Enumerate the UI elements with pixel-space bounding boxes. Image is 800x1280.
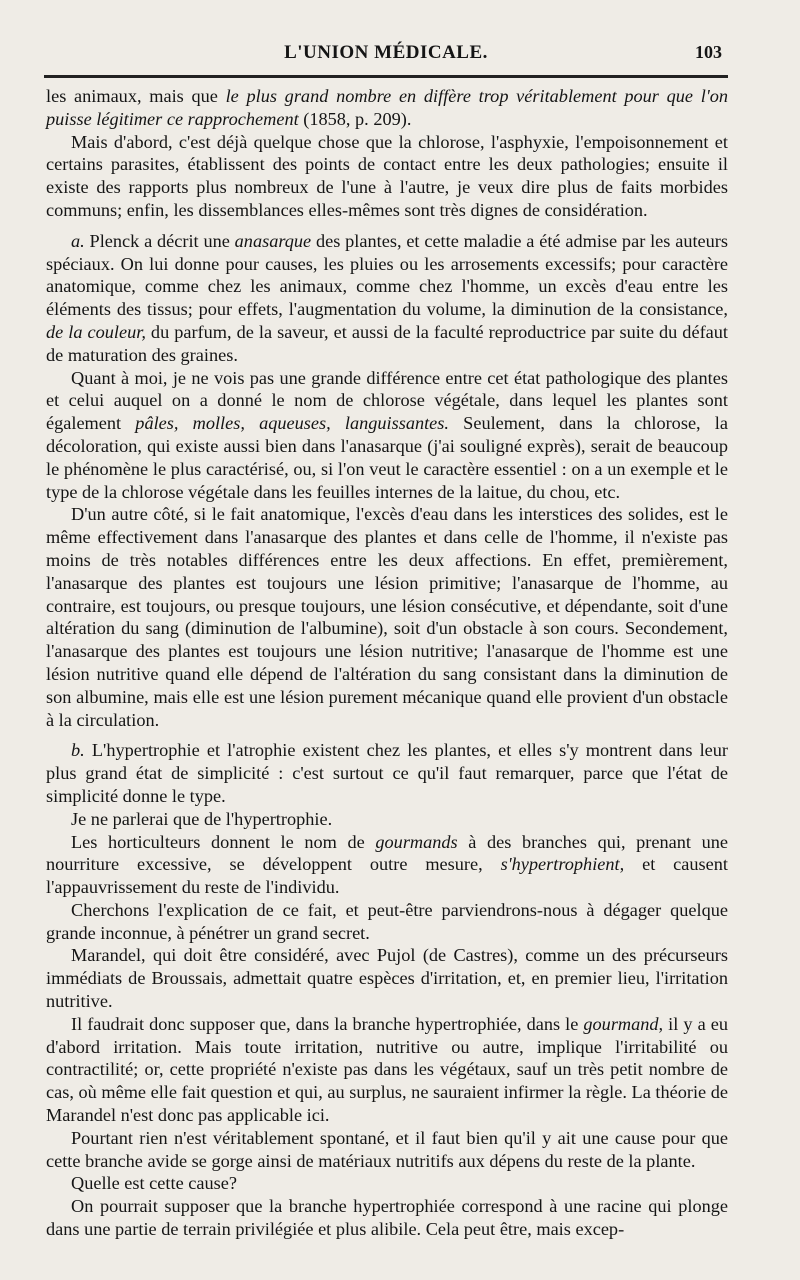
italic-text: pâles, molles, aqueuses, languissantes.	[135, 413, 449, 434]
text-run: à des branches qui, prenant une nourriture excessive, se développent outre mesure,	[46, 831, 729, 875]
text-run: Il faudrait donc supposer que, dans la branche hypertrophiée, dans le	[71, 1013, 584, 1034]
paragraph	[46, 1127, 728, 1173]
header-rule	[44, 75, 728, 78]
paragraph	[46, 85, 728, 131]
text-run: Les horticulteurs donnent le nom de	[71, 831, 376, 852]
italic-text: s'hypertrophient,	[500, 854, 625, 875]
page-number: 103	[695, 42, 722, 62]
italic-text: le plus grand nombre en diffère trop véritablement pour que l'on puisse légitimer ce rapprochement	[46, 86, 729, 129]
italic-text: anasarque	[234, 230, 312, 251]
text-run: du parfum, de la saveur, et aussi de la faculté reproductrice par suite du défaut de maturation des graines.	[46, 321, 728, 365]
text-run: On pourrait supposer que la branche hypertrophiée correspond à une racine qui plonge dans une partie de terrain privilégiée et plus alibile. Cela peut être, mais excep-	[46, 1196, 728, 1240]
text-run: Quant à moi, je ne vois pas une grande différence entre cet état pathologique des plantes et celui auquel on a donné le nom de chlorose végétale, dans lequel les plantes sont également	[46, 367, 728, 434]
text-run: Pourtant rien n'est véritablement spontané, et il faut bien qu'il y ait une cause pour que cette branche avide se gorge ainsi de matériaux nutritifs aux dépens du reste de la plante.	[46, 1127, 728, 1171]
text-run: L'hypertrophie et l'atrophie existent chez les plantes, et elles s'y montrent dans leur plus grand état de simplicité : c'est surtout ce qu'il faut remarquer, parce que l'état de simplicité donne le type.	[46, 740, 728, 806]
paragraph	[46, 899, 728, 945]
text-run: il y a eu d'abord irritation. Mais toute irritation, nutritive ou autre, implique l'irritabilité ou contractilité; or, cette propriété n'existe pas dans les végétaux, sauf un très petit nombre de cas, où même elle fait question et qui, au surplus, ne sauraient infirmer la règle. La théorie de Marandel n'est donc pas applicable ici.	[46, 1013, 728, 1126]
italic-text: gourmands	[375, 831, 458, 852]
running-title: L'UNION MÉDICALE.	[284, 42, 488, 63]
text-run: les animaux, mais que	[46, 86, 226, 106]
text-run: Mais d'abord, c'est déjà quelque chose que la chlorose, l'asphyxie, l'empoisonnement et certains parasites, établissent des points de contact entre les deux pathologies; ensuite il existe des rapports plus nombreux de l'une à l'autre, je veux dire plus de faits morbides communs; enfin, les dissemblances elles-mêmes sont très dignes de considération.	[46, 131, 728, 220]
paragraph	[46, 739, 728, 807]
text-run: des plantes, et cette maladie a été admise par les auteurs spéciaux. On lui donne pour causes, les pluies ou les arrosements excessifs; pour caractère anatomique, comme chez les animaux, comme chez l'homme, un excès d'eau entre les éléments des tissus; pour effets, l'augmentation du volume, la diminution de la consistance,	[46, 230, 728, 320]
paragraph	[46, 367, 728, 504]
paragraph	[46, 1172, 728, 1195]
paragraph	[46, 808, 728, 831]
italic-text: b.	[71, 740, 85, 761]
paragraph	[46, 131, 728, 222]
italic-text: de la couleur,	[46, 321, 146, 342]
text-run: Plenck a décrit une	[84, 230, 235, 251]
text-run: et causent l'appauvrissement du reste de l'individu.	[46, 854, 728, 898]
text-run: Je ne parlerai que de l'hypertrophie.	[71, 808, 333, 829]
text-run: Seulement, dans la chlorose, la décoloration, qui existe aussi bien dans l'anasarque (j'ai souligné exprès), serait de beaucoup le phénomène le plus caractérisé, ou, si l'on veut le caractère essentiel : on a un exemple et le type de la chlorose végétale dans les feuilles internes de la laitue, du chou, etc.	[46, 413, 728, 502]
paragraph	[46, 503, 728, 731]
page-header	[44, 38, 728, 70]
text-run: (1858, p. 209).	[298, 108, 412, 129]
article-body	[46, 85, 728, 1241]
text-run: Marandel, qui doit être considéré, avec Pujol (de Castres), comme un des précurseurs immédiats de Broussais, admettait quatre espèces d'irritation, et, en premier lieu, l'irritation nutritive.	[46, 945, 728, 1012]
italic-text: a.	[71, 230, 85, 251]
paragraph	[46, 1195, 728, 1241]
text-run: Cherchons l'explication de ce fait, et peut-être parviendrons-nous à dégager quelque grande inconnue, à pénétrer un grand secret.	[46, 899, 728, 943]
text-run: D'un autre côté, si le fait anatomique, l'excès d'eau dans les interstices des solides, est le même effectivement dans l'anasarque des plantes et dans celle de l'homme, il n'existe pas moins de très notables différences entre les deux affections. En effet, premièrement, l'anasarque des plantes est toujours une lésion primitive; l'anasarque de l'homme, au contraire, est toujours, ou presque toujours, une lésion consécutive, et dépendante, soit d'une altération du sang (diminution de l'albumine), soit d'un obstacle à son cours. Secondement, l'anasarque des plantes est toujours une lésion nutritive; l'anasarque de l'homme est une lésion nutritive quand elle dépend de l'altération du sang consistant dans la diminution de son albumine, mais elle est une lésion purement mécanique quand elle provient d'un obstacle à la circulation.	[46, 504, 728, 730]
italic-text: gourmand,	[583, 1013, 664, 1034]
paragraph	[46, 831, 728, 899]
paragraph	[46, 230, 728, 367]
paragraph	[46, 944, 728, 1012]
text-run: Quelle est cette cause?	[71, 1173, 237, 1194]
paragraph	[46, 1013, 728, 1127]
